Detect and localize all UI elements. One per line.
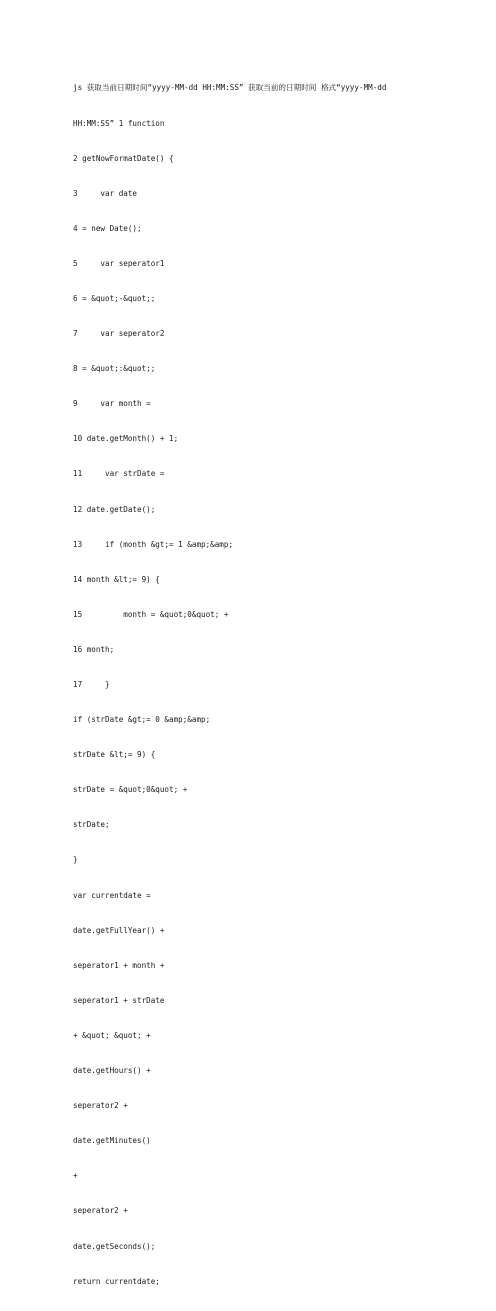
code-line: + (73, 1171, 78, 1181)
code-line: 3 var date (73, 188, 138, 198)
code-line: date.getMinutes() (73, 1136, 151, 1146)
code-line: date.getHours() + (73, 1066, 151, 1076)
code-text-block (73, 59, 433, 1311)
code-line: seperator2 + (73, 1101, 128, 1111)
code-line: 15 month = &quot;0&quot; + (73, 609, 229, 619)
code-line: 13 if (month &gt;= 1 &amp;&amp; (73, 539, 234, 549)
code-line: 8 = &quot;:&quot;; (73, 364, 156, 374)
code-line: js 获取当前日期时间“yyyy-MM-dd HH:MM:SS” 获取当前的日期时间 格式“yyyy-MM-dd (73, 83, 387, 93)
code-line: 12 date.getDate(); (73, 504, 156, 514)
code-line: HH:MM:SS” 1 function (73, 118, 165, 128)
code-line: seperator1 + strDate (73, 995, 165, 1005)
code-line: strDate &lt;= 9) { (73, 750, 156, 760)
code-line: 14 month &lt;= 9) { (73, 574, 160, 584)
code-line: strDate = &quot;0&quot; + (73, 785, 188, 795)
code-line: 7 var seperator2 (73, 329, 165, 339)
code-line: 6 = &quot;-&quot;; (73, 293, 156, 303)
code-line: 5 var seperator1 (73, 258, 165, 268)
code-line: seperator2 + (73, 1206, 128, 1216)
code-line: } (73, 855, 78, 865)
code-line: seperator1 + month + (73, 960, 165, 970)
code-line: + &quot; &quot; + (73, 1030, 151, 1040)
code-line: var currentdate = (73, 890, 151, 900)
code-line: return currentdate; (73, 1276, 160, 1286)
code-line: if (strDate &gt;= 0 &amp;&amp; (73, 715, 211, 725)
code-line: 4 = new Date(); (73, 223, 142, 233)
code-line: 9 var month = (73, 399, 151, 409)
code-line: 17 } (73, 680, 110, 689)
code-line: 10 date.getMonth() + 1; (73, 434, 179, 444)
code-line: date.getSeconds(); (73, 1241, 156, 1251)
code-line: strDate; (73, 820, 110, 830)
code-line: 2 getNowFormatDate() { (73, 153, 174, 163)
code-line: date.getFullYear() + (73, 925, 165, 935)
code-line: 11 var strDate = (73, 469, 165, 479)
code-line: 16 month; (73, 644, 115, 654)
